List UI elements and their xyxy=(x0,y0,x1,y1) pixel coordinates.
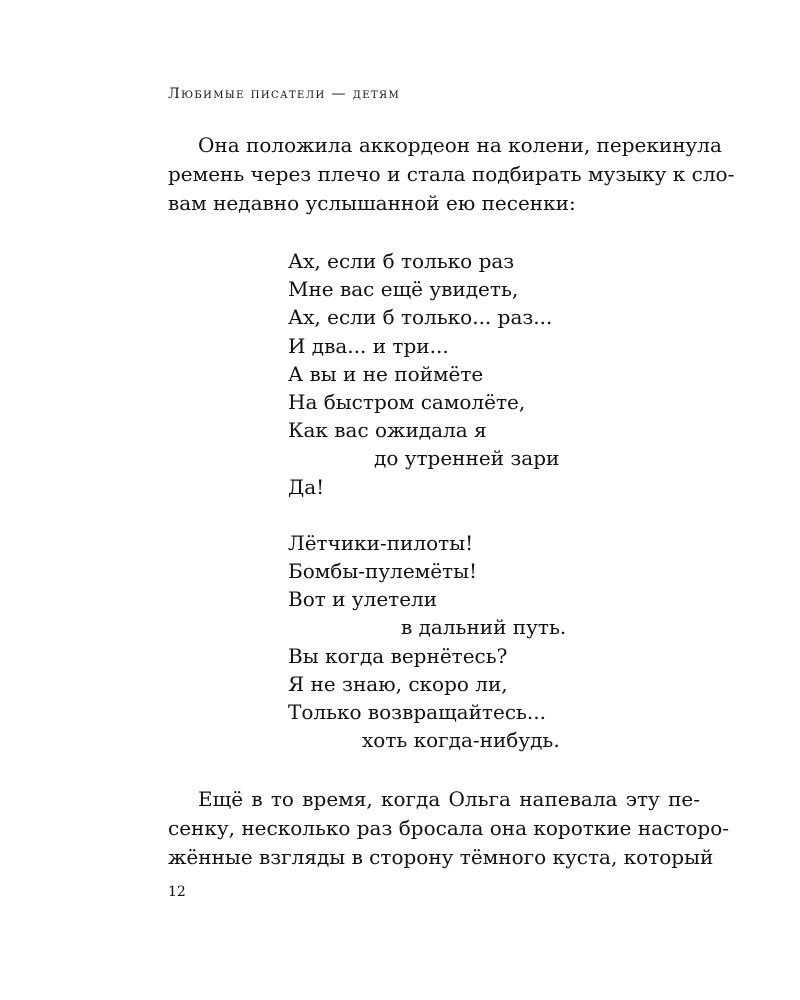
verse-line: Ах, если б только раз xyxy=(288,249,515,273)
verse-line: На быстром самолёте, xyxy=(288,389,526,414)
verse-line: Да! xyxy=(288,474,325,499)
verse-line: в дальний путь. xyxy=(401,615,567,640)
paragraph-line: Ещё в то время, когда Ольга напевала эту пе- xyxy=(198,787,700,811)
verse-line: И два... и три... xyxy=(288,333,449,358)
verse-line: Только возвращайтесь... xyxy=(288,700,546,724)
verse-line: Лётчики-пилоты! xyxy=(288,530,474,555)
verse-line: Как вас ожидала я xyxy=(288,418,487,443)
verse-line: Я не знаю, скоро ли, xyxy=(288,671,508,696)
paragraph-line: сенку, несколько раз бросала она короткие насторо- xyxy=(168,816,730,840)
paragraph-line: Она положила аккордеон на колени, перекинула xyxy=(198,133,722,157)
paragraph-intro xyxy=(168,131,735,218)
verse-line: Вы когда вернётесь? xyxy=(288,643,508,668)
page-number: 12 xyxy=(168,884,186,900)
paragraph-continuation xyxy=(168,785,730,872)
verse-line: до утренней зари xyxy=(374,446,560,471)
song-lyrics xyxy=(288,247,566,754)
verse-line: хоть когда-нибудь. xyxy=(362,728,560,753)
paragraph-line: ремень через плечо и стала подбирать музыку к сло- xyxy=(168,162,735,186)
running-head: Любимые писатели — детям xyxy=(168,86,401,102)
verse-line: Ах, если б только... раз... xyxy=(288,305,553,330)
paragraph-line: вам недавно услышанной ею песенки: xyxy=(168,191,576,215)
verse-line: Вот и улетели xyxy=(288,587,438,612)
stanza-2 xyxy=(288,529,566,755)
paragraph-line: жённые взгляды в сторону тёмного куста, который xyxy=(168,845,714,869)
verse-line: Бомбы-пулемёты! xyxy=(288,559,478,584)
verse-line: А вы и не поймёте xyxy=(288,361,484,386)
verse-line: Мне вас ещё увидеть, xyxy=(288,277,519,302)
stanza-1 xyxy=(288,247,566,501)
